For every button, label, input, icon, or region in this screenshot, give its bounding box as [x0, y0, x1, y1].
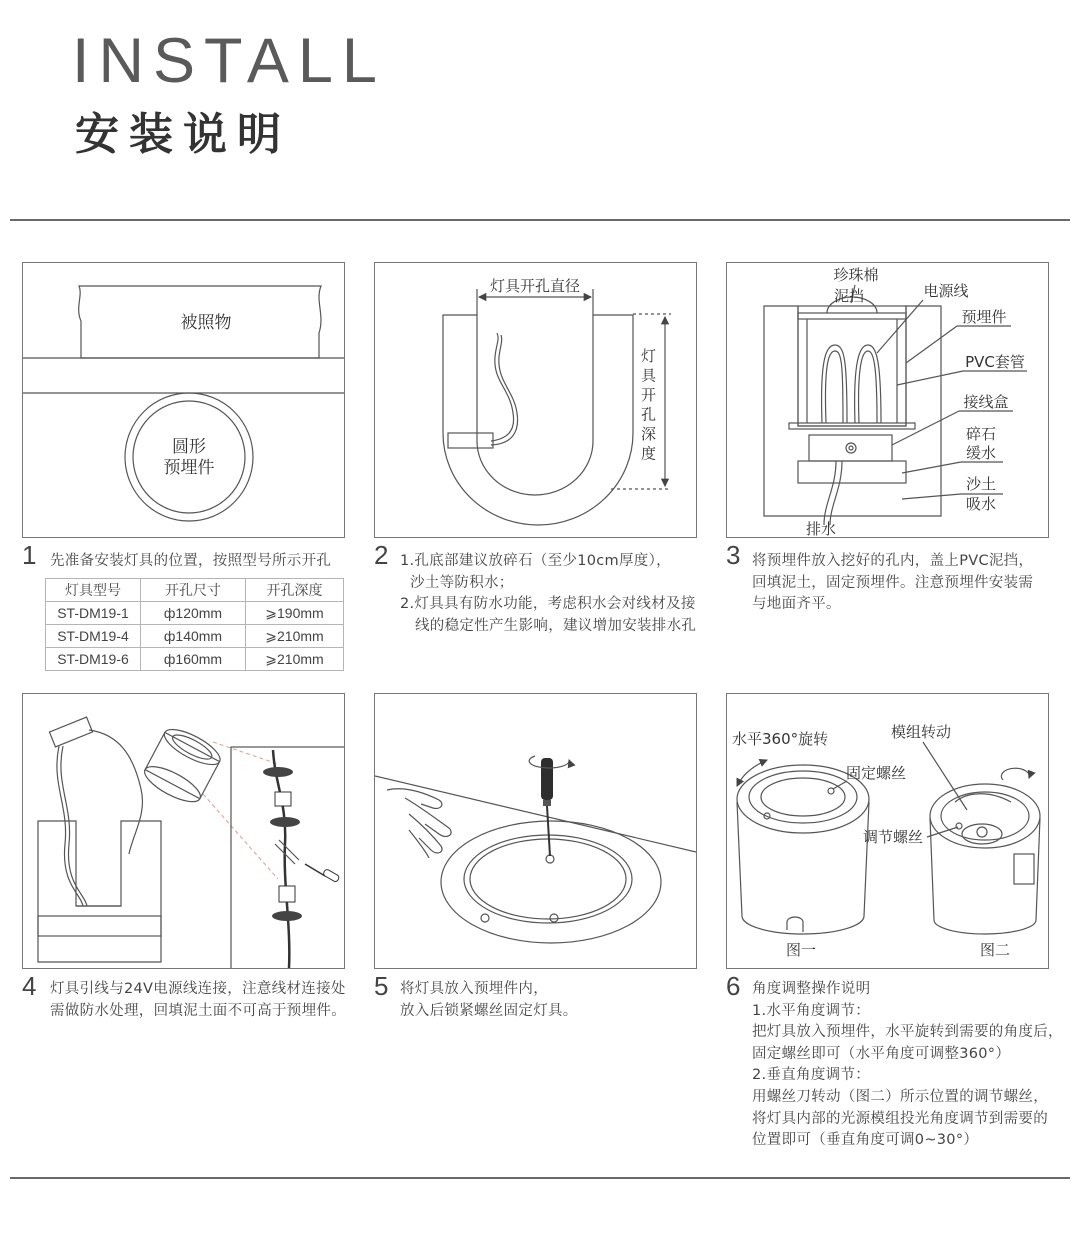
soil-stipple: [443, 315, 633, 525]
label-gravel-note: 缓水: [965, 444, 997, 462]
label-pearl-cotton: 珍珠棉: [833, 266, 879, 284]
junction-box-port-inner: [849, 446, 853, 450]
label-adjust-screw: 调节螺丝: [863, 828, 924, 846]
ring-label-line2: 预埋件: [163, 458, 215, 478]
step-3-line: 与地面齐平。: [752, 596, 841, 613]
gravel-layer: [798, 461, 906, 483]
ring-inner: [133, 401, 245, 513]
ground-stipple: [764, 306, 941, 516]
adjust-screw: [956, 823, 962, 829]
step-number-2: 2: [374, 540, 389, 570]
step-6-line: 位置即可（垂直角度可调0~30°）: [752, 1132, 979, 1149]
table-cell: ⩾190mm: [246, 602, 344, 625]
luminaire-figure-1: [737, 765, 869, 934]
step-6-line: 角度调整操作说明: [752, 981, 871, 997]
gravel-band: [38, 916, 161, 936]
table-row: [46, 625, 344, 648]
page-title-cn: 安装说明: [75, 109, 291, 160]
guide-dashed-line: [213, 742, 278, 764]
figure-step-3: [726, 262, 1049, 538]
table-row: [46, 602, 344, 625]
connection-detail-inset: [231, 747, 344, 968]
figure-2-caption: 图二: [979, 941, 1011, 959]
leader-junction-box: [892, 411, 959, 445]
table-cell: ф120mm: [141, 602, 246, 625]
leader-power-cable: [877, 300, 923, 353]
step-6-line: 2.垂直角度调节：: [752, 1067, 871, 1084]
diameter-label: 灯具开孔直径: [489, 277, 581, 295]
connector-nut: [270, 817, 300, 827]
step-number-3: 3: [726, 540, 741, 570]
fixing-screw: [481, 914, 489, 922]
embedded-ring-inner: [464, 835, 632, 923]
screwdriver-icon: [541, 758, 553, 856]
label-sand: 沙土: [965, 475, 997, 493]
embedded-tube: [798, 306, 906, 426]
step-number-5: 5: [374, 971, 389, 1001]
label-horizontal-rotate: 水平360°旋转: [732, 730, 829, 748]
junction-box-port: [846, 443, 856, 453]
module-rotate-icon: [1001, 768, 1029, 780]
label-drain: 排水: [805, 520, 837, 537]
junction-box: [49, 717, 92, 747]
table-header: 开孔尺寸: [141, 579, 246, 602]
power-cable: [491, 333, 514, 441]
step-6-text: [752, 979, 1063, 1152]
wiring-diagram: [23, 694, 344, 968]
lamp-cable: [89, 730, 142, 854]
horizontal-rotate-arrows-icon: [737, 760, 767, 786]
junction-box-shape: [809, 435, 892, 461]
step-5-line: 将灯具放入预埋件内，: [400, 981, 548, 997]
connector-sleeve: [279, 886, 295, 902]
table-cell: ф140mm: [141, 625, 246, 648]
step-6-line: 将灯具内部的光源模组投光角度调节到需要的: [752, 1110, 1048, 1127]
table-header: 开孔深度: [246, 579, 344, 602]
cable-loop-1-inner: [825, 351, 843, 423]
table-header: 灯具型号: [46, 579, 141, 602]
guide-dashed-line: [203, 794, 278, 879]
label-fixing-screw: 固定螺丝: [846, 764, 907, 782]
screwdriver-icon: [305, 864, 340, 883]
leader-pvc-sleeve: [897, 371, 963, 385]
step-3-text: [752, 551, 1033, 616]
step-2-line: 沙土等防积水；: [410, 574, 514, 591]
step-1-text: [50, 551, 331, 573]
connector-nut: [272, 911, 302, 921]
lamp-lens: [470, 839, 626, 919]
table-row: [46, 648, 344, 671]
figure-1-caption: 图一: [785, 941, 817, 959]
lamp-body: [140, 723, 225, 809]
hole-soil-stipple: [38, 821, 161, 962]
fixing-screw: [550, 914, 558, 922]
label-mud-guard: 泥挡: [833, 287, 865, 305]
label-power-cable: 电源线: [923, 282, 969, 300]
step-4-line: 灯具引线与24V电源线连接，注意线材连接处: [50, 981, 346, 997]
connector-sleeve: [275, 792, 291, 806]
label-junction-box: 接线盒: [963, 393, 1009, 411]
step-2-line: 线的稳定性产生影响，建议增加安装排水孔: [415, 617, 697, 634]
label-embedded-part: 预埋件: [961, 308, 1007, 326]
figure-step-2: [374, 262, 697, 538]
embedded-part-section-diagram: [727, 263, 1048, 537]
table-cell: ⩾210mm: [246, 648, 344, 671]
table-cell: ST-DM19-1: [46, 602, 141, 625]
hand-icon: [387, 789, 451, 858]
figure-step-5: [374, 693, 697, 969]
step-6-line: 1.水平角度调节：: [752, 1002, 871, 1019]
table-cell: ST-DM19-4: [46, 625, 141, 648]
table-cell: ⩾210mm: [246, 625, 344, 648]
top-divider: [10, 219, 1070, 221]
step-1-line: 先准备安装灯具的位置，按照型号所示开孔: [50, 553, 332, 569]
step-6-line: 固定螺丝即可（水平角度可调整360°）: [752, 1045, 1011, 1062]
leader-embedded-part: [906, 326, 957, 363]
step-4-text: [50, 979, 346, 1022]
connector-nut: [263, 767, 293, 777]
step-4-line: 需做防水处理，回填泥土面不可高于预埋件。: [50, 1002, 346, 1019]
fixing-screw: [546, 855, 554, 863]
ground-surface: [375, 776, 696, 852]
connector-cable: [273, 750, 289, 968]
table-cell: ST-DM19-6: [46, 648, 141, 671]
connector-terminal: [275, 840, 299, 864]
bottom-divider: [10, 1177, 1070, 1179]
lamp-fixing-diagram: [375, 694, 696, 968]
label-sand-note: 吸水: [965, 495, 997, 513]
step-5-text: [400, 979, 578, 1022]
step-number-1: 1: [22, 540, 37, 570]
angle-adjustment-diagram: [727, 694, 1048, 968]
step-3-line: 将预埋件放入挖好的孔内，盖上PVC泥挡，: [752, 553, 1034, 569]
leader-gravel: [902, 462, 961, 473]
step-2-text: [400, 551, 696, 637]
cable-pipe: [448, 433, 493, 448]
luminaire-figure-2: [930, 784, 1040, 934]
step-5-line: 放入后锁紧螺丝固定灯具。: [400, 1002, 578, 1019]
figure-step-4: [22, 693, 345, 969]
depth-label: 灯具开孔深度: [639, 348, 657, 465]
label-pvc-sleeve: PVC套管: [965, 353, 1025, 371]
page-title-en: INSTALL: [72, 26, 386, 96]
step-6-line: 把灯具放入预埋件，水平旋转到需要的角度后，: [752, 1024, 1063, 1041]
figure-step-6: [726, 693, 1049, 969]
target-label: 被照物: [180, 313, 232, 333]
leader-sand: [902, 494, 961, 499]
table-cell: ф160mm: [141, 648, 246, 671]
label-gravel: 碎石: [965, 425, 997, 443]
step-number-4: 4: [22, 971, 37, 1001]
leader-module-rotate: [923, 742, 967, 810]
step-6-line: 用螺丝刀转动（图二）所示位置的调节螺丝，: [752, 1088, 1048, 1105]
step-3-line: 回填泥土，固定预埋件。注意预埋件安装需: [752, 574, 1034, 591]
figure-step-1: [22, 262, 345, 538]
spec-table: [45, 578, 344, 671]
label-module-rotate: 模组转动: [891, 723, 952, 741]
ring-label-line1: 圆形: [172, 437, 206, 457]
cable-loop-2-inner: [859, 351, 877, 423]
step-2-line: 1.孔底部建议放碎石（至少10cm厚度），: [400, 553, 671, 569]
ring-outer: [125, 393, 253, 521]
target-and-ring-diagram: [23, 263, 344, 537]
mud-guard-cap: [798, 313, 906, 319]
step-number-6: 6: [726, 971, 741, 1001]
step-2-line: 2.灯具具有防水功能，考虑积水会对线材及接: [400, 596, 696, 613]
table-header-row: [46, 579, 344, 602]
